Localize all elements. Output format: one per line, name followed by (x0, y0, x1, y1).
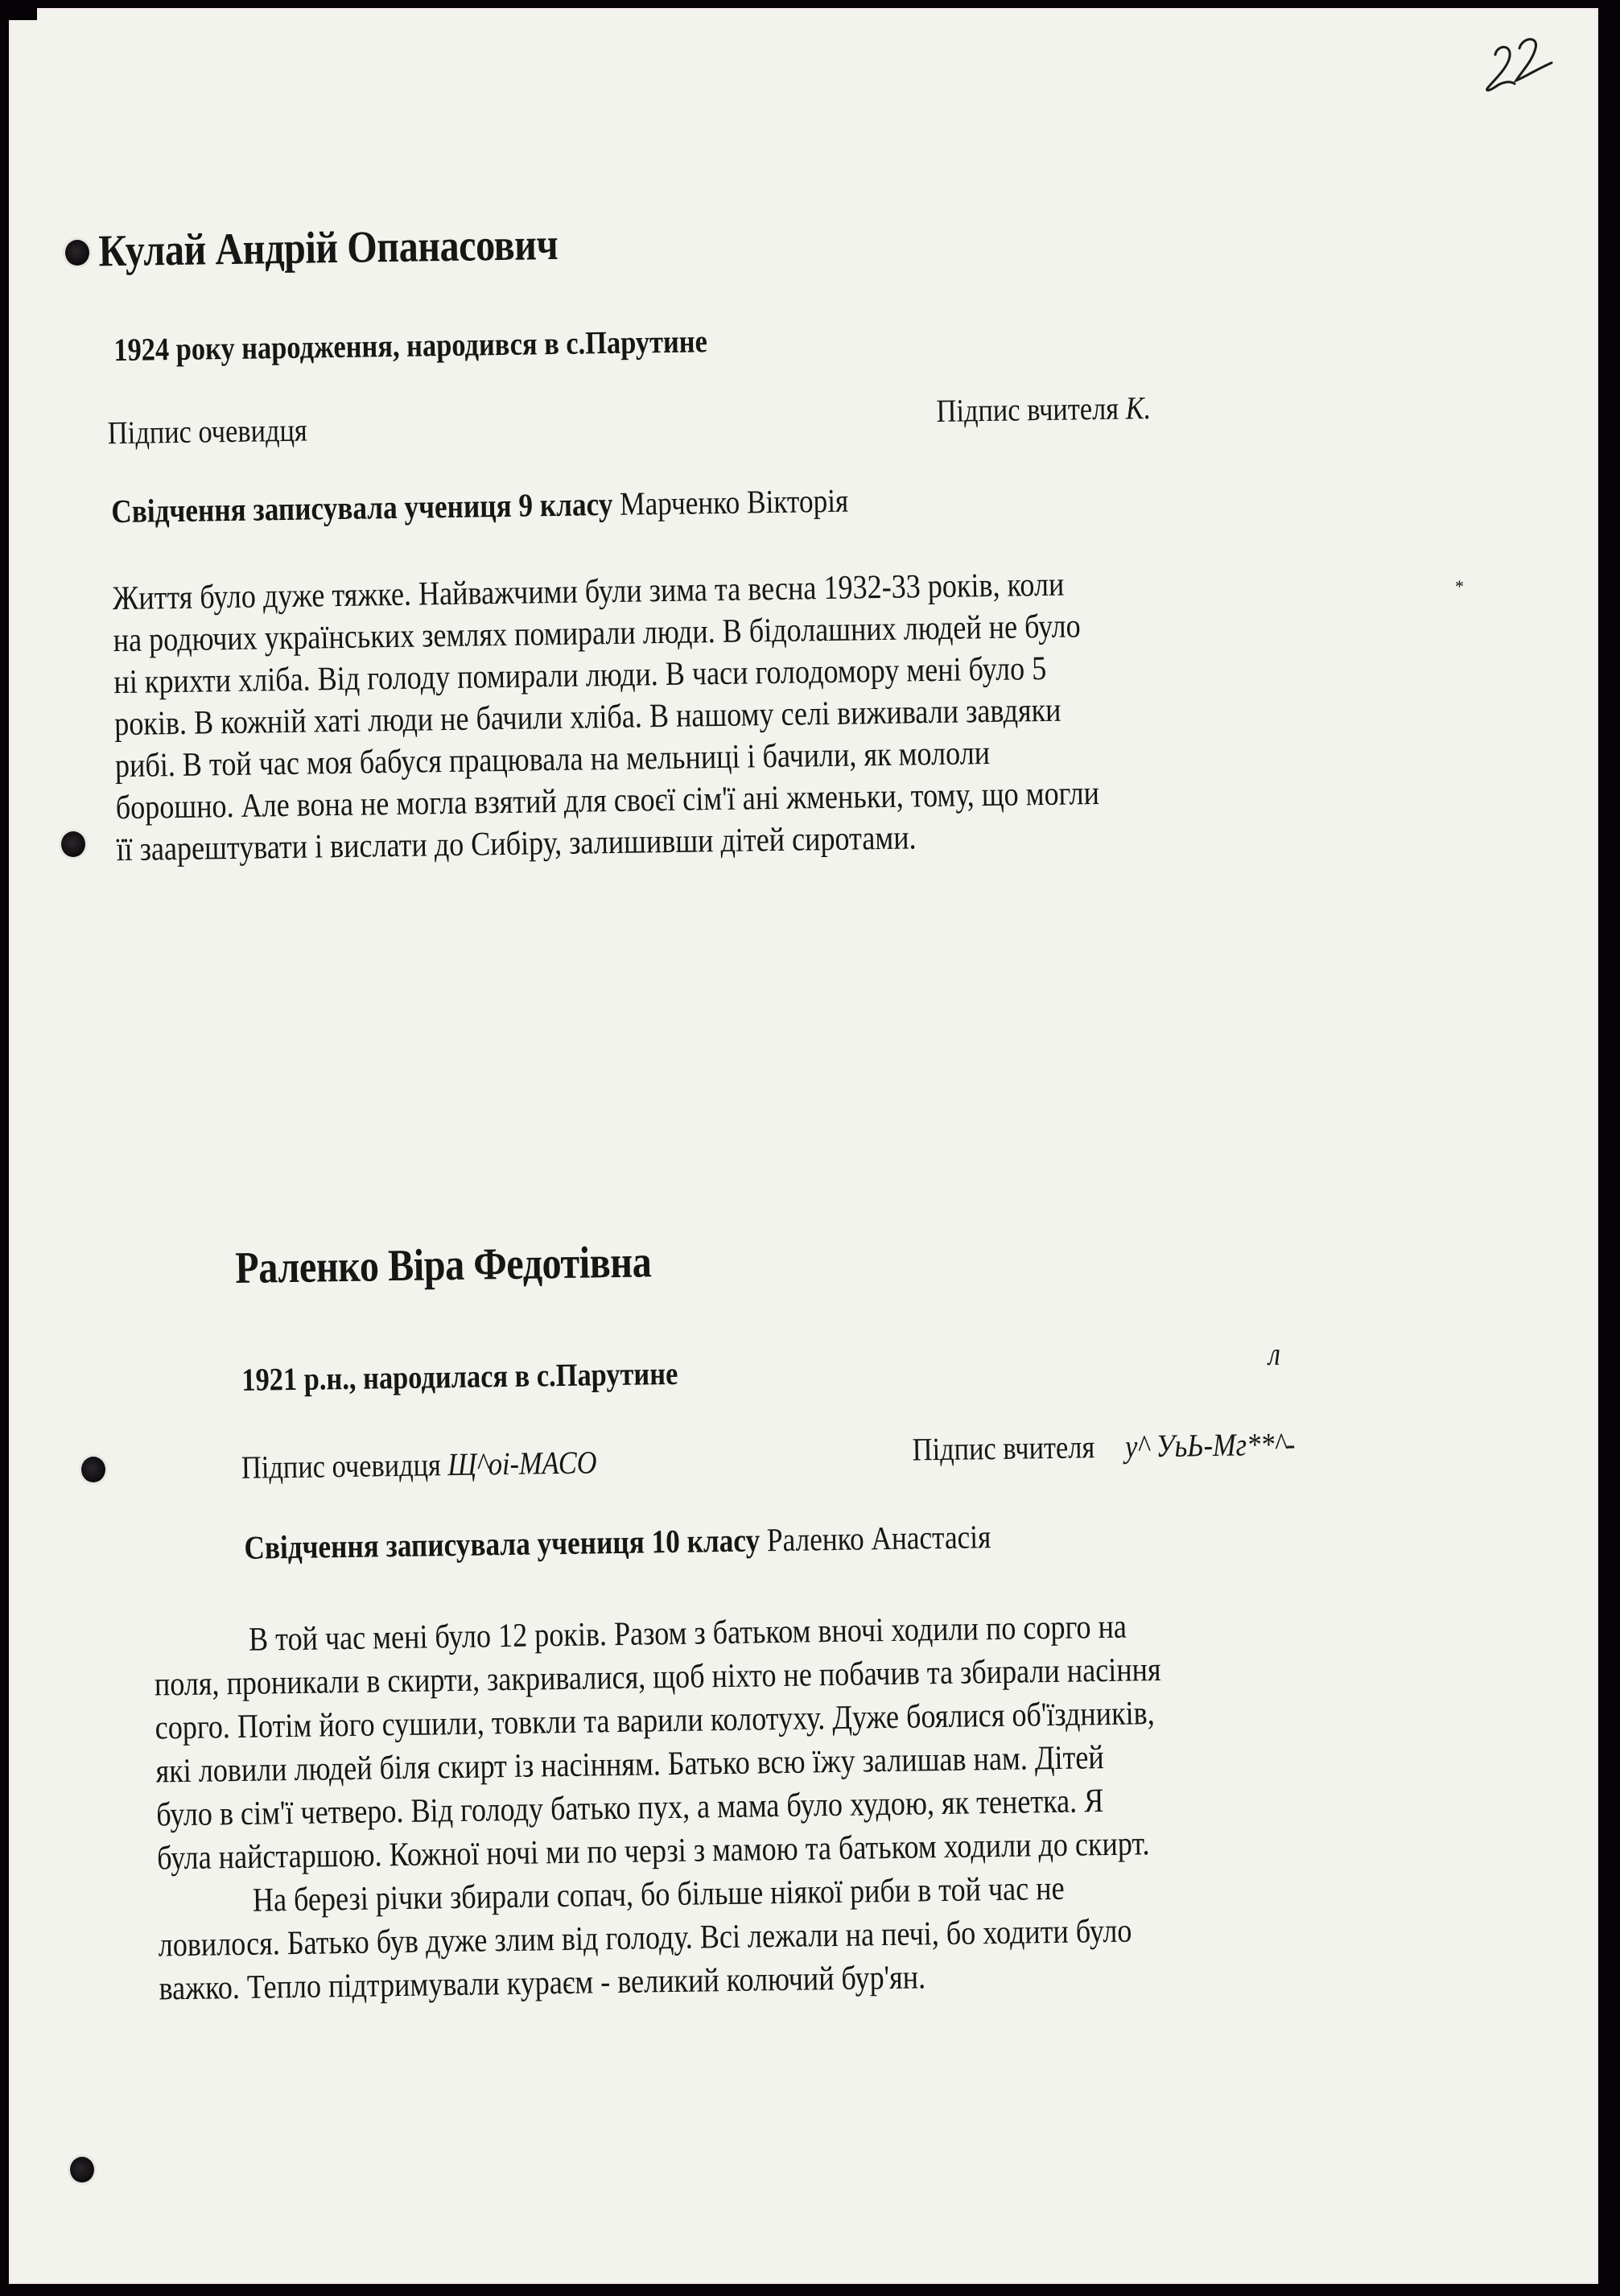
asterisk-mark: * (1455, 576, 1464, 596)
witness-birth-info: 1924 року народження, народився в с.Парутине (113, 323, 708, 369)
teacher-signature-line (912, 1424, 1295, 1468)
teacher-signature-label: Підпис вчителя (936, 390, 1119, 429)
text-line: рибі. В той час моя бабуся працювала на мельниці і бачили, як мололи (114, 735, 991, 785)
recorder-name: Раленко Анастасія (766, 1518, 991, 1559)
text-line: ловилося. Батько був дуже злим від голоду. Всі лежали на печі, бо ходити було (158, 1912, 1132, 1964)
witness-signature-line (241, 1443, 597, 1486)
text-line: ні крихти хліба. Від голоду помирали люди. В часи голодомору мені було 5 (113, 649, 1047, 702)
witness-signature-line (107, 411, 307, 452)
recorder-name: Марченко Вікторія (619, 481, 849, 522)
text-line: була найстаршою. Кожної ночі ми по черзі з мамою та батьком ходили до скирт. (156, 1825, 1150, 1878)
teacher-signature-value: у^ УьЬ-Мг**^- (1124, 1425, 1296, 1465)
witness-birth-info: 1921 р.н., народилася в с.Парутине (241, 1354, 678, 1398)
teacher-signature-label: Підпис вчителя (912, 1428, 1095, 1468)
text-line: сорго. Потім його сушили, товкли та варили колотуху. Дуже боялися об'їздників, (155, 1695, 1156, 1747)
text-line: які ловили людей біля скирт із насінням. Батько всю їжу залишав нам. Дітей (155, 1739, 1104, 1791)
text-line: поля, проникали в скирти, закривалися, щоб ніхто не побачив та збирали насіння (154, 1651, 1161, 1704)
witness-signature-value: Щ^оі-МАСО (447, 1444, 597, 1483)
recorder-line (111, 481, 849, 531)
recorder-line (244, 1517, 991, 1567)
witness-signature-label: Підпис очевидця (107, 411, 308, 451)
text-line: її заарештувати і вислати до Сибіру, залишивши дітей сиротами. (116, 819, 917, 869)
text-line: років. В кожній хаті люди не бачили хліба. В нашому селі виживали завдяки (113, 691, 1061, 744)
text-line: На березі річки збирали сопач, бо більше ніякої риби в той час не (252, 1869, 1065, 1919)
text-line: В той час мені було 12 років. Разом з батьком вночі ходили по сорго на (248, 1608, 1127, 1659)
text-line: Життя було дуже тяжке. Найважчими були зима та весна 1932-33 років, коли (112, 566, 1065, 618)
recorder-label: Свідчення записувала учениця 9 класу (110, 484, 613, 530)
text-line: борошно. Але вона не могла взятий для своєї сім'ї ані жменьки, тому, що могли (115, 775, 1100, 827)
recorder-label: Свідчення записувала учениця 10 класу (244, 1521, 761, 1566)
witness-name-heading: Кулай Андрій Опанасович (98, 219, 559, 277)
witness-name-heading: Раленко Віра Федотівна (234, 1237, 652, 1293)
text-line: було в сім'ї четверо. Від голоду батько пух, а мама було худою, як тенетка. Я (155, 1783, 1104, 1834)
stray-mark-text: л (1268, 1335, 1281, 1372)
document-page (9, 8, 1598, 2284)
page-text (9, 8, 1598, 2284)
text-line: на родючих українських землях помирали люди. В бідолашних людей не було (113, 608, 1081, 660)
witness-signature-label: Підпис очевидця (241, 1446, 442, 1486)
teacher-signature-value: К. (1125, 390, 1152, 427)
teacher-signature-line (936, 389, 1151, 430)
stray-mark (1268, 1335, 1281, 1373)
text-line: важко. Тепло підтримували кураєм - великий колючий бур'ян. (159, 1959, 926, 2008)
